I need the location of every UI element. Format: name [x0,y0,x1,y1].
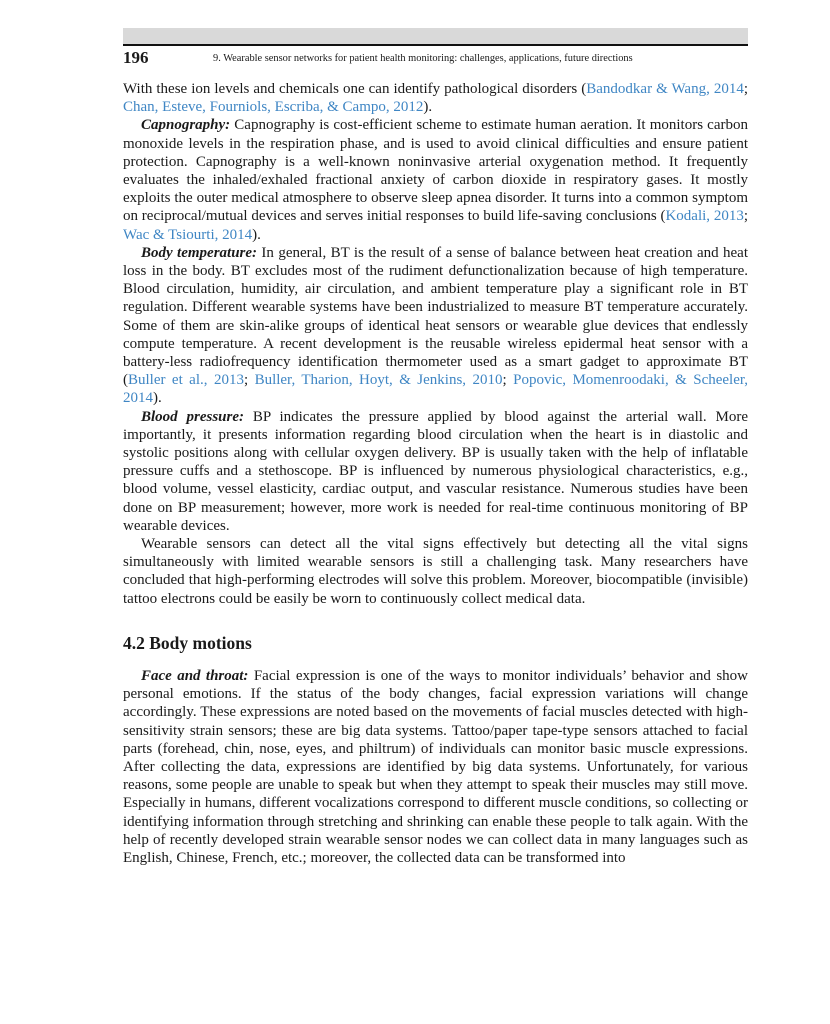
text-run: ; [243,372,255,389]
paragraph-wearable-sensors: Wearable sensors can detect all the vital signs effectively but detecting all the vital signs simultaneously with limited wearable sensors is still a challenging task. Many researchers have concluded that high-performing electrodes will solve this problem. Moreover, biocompatible (invisible) tattoo electrons could be easily be worn to continuously collect medical data. [123,536,748,607]
text-run: ; [502,372,514,389]
text-run: ; [743,208,748,225]
page-body [123,80,748,867]
text-run: In general, BT is the result of a sense of balance between heat creation and heat loss in the body. BT excludes most of the rudiment defunctionalization because of high temperature. Blood circulation, humidity, air circulation, and ambient temperature play a significant role in BT regulation. Different wearable systems have been industrialized to measure BT temperature accurately. Some of them are skin-alike groups of identical heat sensors or wearable glue devices that endlessly compute temperature. A recent development is the reusable wireless epidermal heat sensor with a battery-less radiofrequency identification thermometer used as a smart gadget to approximate BT ( [123,244,748,389]
run-in-heading: Body temperature: [141,244,258,261]
paragraph-blood-pressure [123,408,748,535]
citation-link[interactable]: Buller et al., 2013 [128,372,244,389]
citation-link[interactable]: Kodali, 2013 [665,208,744,225]
text-run: ; [743,81,748,97]
citation-link[interactable]: Wac & Tsiourti, 2014 [123,226,253,243]
citation-link[interactable]: Bandodkar & Wang, 2014 [586,81,744,97]
page-number: 196 [123,48,149,67]
text-run: With these ion levels and chemicals one can identify pathological disorders ( [123,81,587,97]
run-in-heading: Face and throat: [141,667,249,684]
text-run: ). [153,390,162,407]
text-run: Capnography is cost-efficient scheme to estimate human aeration. It monitors carbon monoxide levels in the respiration phase, and is used to avoid clinical difficulties and ensure patient protection. Capnography is a well-known noninvasive arterial oxygenation method. It frequently evaluates the inhaled/exhaled fractional anxiety of carbon dioxide in respiratory gases. It mostly exploits the outer medical atmosphere to observe sleep apnea disorder. It turns into a common symptom on reciprocal/mutual devices and serves initial responses to build life-saving conclusions ( [123,117,748,225]
section-heading: 4.2 Body motions [123,632,252,653]
page-header [123,48,748,68]
paragraph-face-throat [123,667,748,867]
text-run: ). [252,226,261,243]
text-run: Facial expression is one of the ways to monitor individuals’ behavior and show personal emotions. If the status of the body changes, facial expression variations will change accordingly. These expressions are noted based on the movements of facial muscles detected with high-sensitivity strain sensors; these are big data systems. Tattoo/paper tape-type sensors attached to facial parts (forehead, chin, nose, eyes, and philtrum) of individuals can monitor basic muscle expressions. After collecting the data, expressions are identified by big data systems. Unfortunately, for various reasons, some people are unable to speak but when they attempt to speak their muscles may still move. Especially in humans, different vocalizations correspond to different muscle conditions, so collecting or identifying information through stretching and shrinking can enable these people to talk again. With the help of recently developed strain wearable sensor nodes we can collect data in many languages such as English, Chinese, French, etc.; moreover, the collected data can be transformed into [123,667,748,866]
header-band [123,28,748,46]
text-run: BP indicates the pressure applied by blood against the arterial wall. More importantly, it presents information regarding blood circulation when the heart is in diastolic and systolic positions along with cellular oxygen delivery. BP is usually taken with the help of inflatable pressure cuffs and a stethoscope. BP is influenced by numerous physiological characteristics, e.g., blood volume, vessel elasticity, cardiac output, and vascular resistance. Numerous studies have been done on BP measurement; however, more work is needed for real-time continuous monitoring of BP wearable devices. [123,408,748,534]
paragraph-body-temperature [123,244,748,408]
citation-link[interactable]: Chan, Esteve, Fourniols, Escriba, & Campo, 2012 [123,99,424,116]
paragraph-capnography [123,116,748,243]
run-in-heading: Capnography: [141,117,231,134]
citation-link[interactable]: Popovic, Momenroodaki, & Scheeler, 2014 [123,372,749,407]
running-title: 9. Wearable sensor networks for patient health monitoring: challenges, applications, future directions [213,53,633,64]
paragraph-intro [123,80,748,116]
run-in-heading: Blood pressure: [141,408,245,425]
citation-link[interactable]: Buller, Tharion, Hoyt, & Jenkins, 2010 [254,372,503,389]
text-run: ). [423,99,433,116]
